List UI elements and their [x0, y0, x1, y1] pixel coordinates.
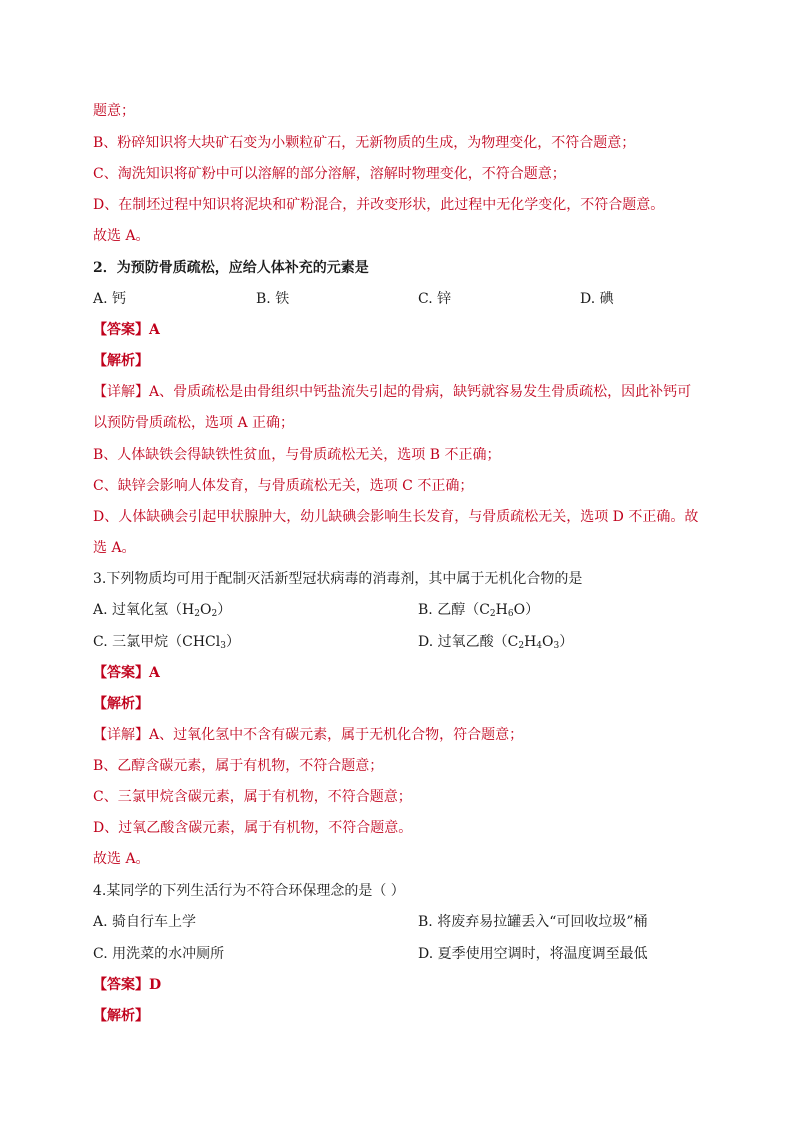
option-c: C. 锌 — [418, 291, 452, 307]
detail-line: C、缺锌会影响人体发育，与骨质疏松无关，选项 C 不正确； — [93, 478, 474, 494]
text-line: C、淘洗知识将矿粉中可以溶解的部分溶解，溶解时物理变化，不符合题意； — [93, 166, 566, 182]
question-stem: 4.某同学的下列生活行为不符合环保理念的是（ ） — [93, 883, 405, 899]
answer-label: 【答案】A — [93, 665, 160, 681]
analysis-label: 【解析】 — [93, 696, 149, 712]
option-b: B. 乙醇$(C_2H_6O)$ — [418, 602, 540, 619]
analysis-label: 【解析】 — [93, 353, 149, 369]
detail-line: D、过氧乙酸含碳元素，属于有机物，不符合题意。 — [93, 820, 413, 836]
detail-line: 以预防骨质疏松，选项 A 正确； — [93, 415, 295, 431]
detail-line: B、乙醇含碳元素，属于有机物，不符合题意； — [93, 758, 384, 774]
question-stem: 2．为预防骨质疏松，应给人体补充的元素是 — [93, 260, 369, 276]
detail-line: 【详解】A、过氧化氢中不含有碳元素，属于无机化合物，符合题意； — [93, 727, 524, 743]
text-line: B、粉碎知识将大块矿石变为小颗粒矿石，无新物质的生成，为物理变化，不符合题意； — [93, 135, 636, 151]
analysis-label: 【解析】 — [93, 1008, 149, 1024]
option-a: A. 骑自行车上学 — [93, 914, 197, 930]
text-line: 故选 A。 — [93, 228, 150, 244]
question-stem: 3.下列物质均可用于配制灭活新型冠状病毒的消毒剂，其中属于无机化合物的是 — [93, 571, 583, 587]
detail-line: D、人体缺碘会引起甲状腺肿大，幼儿缺碘会影响生长发育，与骨质疏松无关，选项 D 不正确。故 — [93, 509, 699, 525]
option-b: B. 将废弃易拉罐丢入“可回收垃圾”桶 — [418, 914, 648, 930]
option-a: A. 钙 — [93, 291, 127, 307]
answer-label: 【答案】A — [93, 322, 160, 338]
option-a: A. 过氧化氢$(H_2O_2)$ — [93, 602, 232, 619]
option-b: B. 铁 — [256, 291, 290, 307]
text-line: 题意； — [93, 103, 135, 119]
option-d: D. 过氧乙酸$(C_2H_4O_3)$ — [418, 634, 574, 651]
answer-label: 【答案】D — [93, 977, 162, 993]
detail-line: C、三氯甲烷含碳元素，属于有机物，不符合题意； — [93, 789, 412, 805]
option-c: C. 三氯甲烷（CHCl$_3$） — [93, 634, 240, 651]
detail-line: 选 A。 — [93, 540, 136, 556]
detail-line: B、人体缺铁会得缺铁性贫血，与骨质疏松无关，选项 B 不正确； — [93, 447, 501, 463]
option-d: D. 碘 — [580, 291, 614, 307]
text-line: D、在制坯过程中知识将泥块和矿粉混合，并改变形状，此过程中无化学变化，不符合题意。 — [93, 197, 665, 213]
detail-line: 【详解】A、骨质疏松是由骨组织中钙盐流失引起的骨病，缺钙就容易发生骨质疏松，因此补钙可 — [93, 384, 692, 400]
detail-line: 故选 A。 — [93, 851, 150, 867]
option-d: D. 夏季使用空调时，将温度调至最低 — [418, 946, 648, 962]
option-c: C. 用洗菜的水冲厕所 — [93, 946, 225, 962]
